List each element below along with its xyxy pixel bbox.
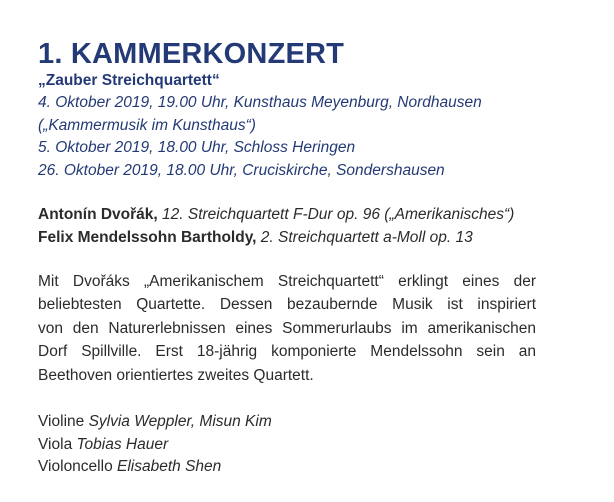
performer-row [38, 434, 538, 457]
work-title: 12. Streichquartett F-Dur op. 96 („Amerikanisches“) [157, 206, 515, 223]
description-line: Beethoven orientiertes zweites Quartett. [38, 366, 314, 384]
performance-dates-list [38, 92, 538, 182]
description-line: beliebtesten Quartette. Dessen bezaubernde Musik ist inspiriert [38, 296, 536, 314]
program-list [38, 204, 538, 249]
work-title: 2. Streichquartett a-Moll op. 13 [256, 228, 473, 246]
description-line: Mit Dvořáks „Amerikanischem Streichquartett“ erklingt eines der [38, 273, 536, 290]
performance-date-note: („Kammermusik im Kunsthaus“) [38, 116, 256, 134]
performance-date-2: 5. Oktober 2019, 18.00 Uhr, Schloss Heringen [38, 139, 356, 156]
performer-names: Sylvia Weppler, Misun Kim [88, 413, 272, 431]
performer-names: Tobias Hauer [76, 435, 169, 453]
performer-names: Elisabeth Shen [117, 458, 222, 476]
composer-name: Antonín Dvořák, [38, 206, 158, 223]
instrument-label: Viola [38, 435, 77, 453]
description-line: von den Naturerlebnissen eines Sommerurlaubs im amerikanischen [38, 319, 536, 337]
performance-date-3: 26. Oktober 2019, 18.00 Uhr, Cruciskirche, Sondershausen [38, 161, 445, 179]
program-description [38, 270, 536, 387]
performer-list [38, 411, 538, 479]
concert-subtitle: „Zauber Streichquartett“ [38, 72, 220, 89]
performer-row [38, 456, 538, 479]
performer-row [38, 411, 538, 434]
program-item [38, 227, 538, 250]
performance-date-1: 4. Oktober 2019, 19.00 Uhr, Kunsthaus Meyenburg, Nordhausen [38, 94, 482, 111]
program-item [38, 204, 538, 227]
concert-title: 1. KAMMERKONZERT [38, 38, 345, 70]
instrument-label: Violoncello [38, 458, 117, 476]
concert-program-page [38, 38, 538, 479]
description-line: Dorf Spillville. Erst 18-jährig komponierte Mendelssohn sein an [38, 343, 536, 361]
instrument-label: Violine [38, 413, 89, 431]
composer-name: Felix Mendelssohn Bartholdy, [38, 228, 257, 246]
